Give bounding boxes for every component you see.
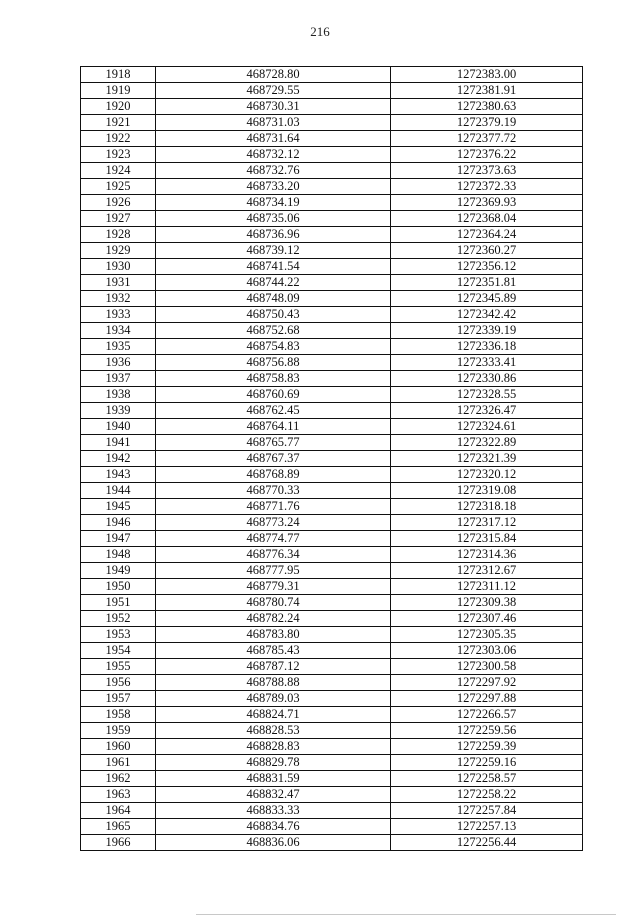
y-coordinate-cell: 1272309.38 bbox=[391, 595, 583, 611]
table-row bbox=[81, 467, 583, 483]
y-coordinate-cell: 1272314.36 bbox=[391, 547, 583, 563]
point-number-cell: 1932 bbox=[81, 291, 156, 307]
y-coordinate-cell: 1272381.91 bbox=[391, 83, 583, 99]
point-number-cell: 1939 bbox=[81, 403, 156, 419]
point-number-cell: 1925 bbox=[81, 179, 156, 195]
table-row bbox=[81, 755, 583, 771]
table-row bbox=[81, 307, 583, 323]
table-row bbox=[81, 355, 583, 371]
x-coordinate-cell: 468788.88 bbox=[156, 675, 391, 691]
x-coordinate-cell: 468831.59 bbox=[156, 771, 391, 787]
x-coordinate-cell: 468748.09 bbox=[156, 291, 391, 307]
table-row bbox=[81, 195, 583, 211]
point-number-cell: 1934 bbox=[81, 323, 156, 339]
y-coordinate-cell: 1272330.86 bbox=[391, 371, 583, 387]
y-coordinate-cell: 1272318.18 bbox=[391, 499, 583, 515]
point-number-cell: 1930 bbox=[81, 259, 156, 275]
point-number-cell: 1946 bbox=[81, 515, 156, 531]
page-number: 216 bbox=[310, 24, 330, 39]
table-row bbox=[81, 643, 583, 659]
table-row bbox=[81, 451, 583, 467]
table-row bbox=[81, 115, 583, 131]
table-row bbox=[81, 131, 583, 147]
table-row bbox=[81, 659, 583, 675]
table-row bbox=[81, 99, 583, 115]
table-row bbox=[81, 579, 583, 595]
y-coordinate-cell: 1272317.12 bbox=[391, 515, 583, 531]
y-coordinate-cell: 1272356.12 bbox=[391, 259, 583, 275]
table-row bbox=[81, 163, 583, 179]
x-coordinate-cell: 468735.06 bbox=[156, 211, 391, 227]
x-coordinate-cell: 468739.12 bbox=[156, 243, 391, 259]
table-row bbox=[81, 419, 583, 435]
point-number-cell: 1956 bbox=[81, 675, 156, 691]
point-number-cell: 1928 bbox=[81, 227, 156, 243]
point-number-cell: 1941 bbox=[81, 435, 156, 451]
point-number-cell: 1958 bbox=[81, 707, 156, 723]
y-coordinate-cell: 1272300.58 bbox=[391, 659, 583, 675]
y-coordinate-cell: 1272259.39 bbox=[391, 739, 583, 755]
x-coordinate-cell: 468729.55 bbox=[156, 83, 391, 99]
coordinates-table bbox=[80, 66, 583, 851]
point-number-cell: 1929 bbox=[81, 243, 156, 259]
x-coordinate-cell: 468741.54 bbox=[156, 259, 391, 275]
y-coordinate-cell: 1272312.67 bbox=[391, 563, 583, 579]
y-coordinate-cell: 1272311.12 bbox=[391, 579, 583, 595]
table-row bbox=[81, 227, 583, 243]
x-coordinate-cell: 468836.06 bbox=[156, 835, 391, 851]
y-coordinate-cell: 1272326.47 bbox=[391, 403, 583, 419]
point-number-cell: 1959 bbox=[81, 723, 156, 739]
y-coordinate-cell: 1272333.41 bbox=[391, 355, 583, 371]
table-row bbox=[81, 483, 583, 499]
point-number-cell: 1961 bbox=[81, 755, 156, 771]
x-coordinate-cell: 468731.64 bbox=[156, 131, 391, 147]
y-coordinate-cell: 1272345.89 bbox=[391, 291, 583, 307]
y-coordinate-cell: 1272266.57 bbox=[391, 707, 583, 723]
y-coordinate-cell: 1272383.00 bbox=[391, 67, 583, 83]
point-number-cell: 1954 bbox=[81, 643, 156, 659]
table-row bbox=[81, 595, 583, 611]
point-number-cell: 1964 bbox=[81, 803, 156, 819]
table-row bbox=[81, 339, 583, 355]
y-coordinate-cell: 1272368.04 bbox=[391, 211, 583, 227]
table-row bbox=[81, 547, 583, 563]
x-coordinate-cell: 468789.03 bbox=[156, 691, 391, 707]
table-row bbox=[81, 563, 583, 579]
table-row bbox=[81, 515, 583, 531]
x-coordinate-cell: 468785.43 bbox=[156, 643, 391, 659]
table-row bbox=[81, 499, 583, 515]
x-coordinate-cell: 468728.80 bbox=[156, 67, 391, 83]
point-number-cell: 1947 bbox=[81, 531, 156, 547]
point-number-cell: 1951 bbox=[81, 595, 156, 611]
point-number-cell: 1963 bbox=[81, 787, 156, 803]
coordinates-table-body bbox=[81, 67, 583, 851]
table-row bbox=[81, 739, 583, 755]
y-coordinate-cell: 1272315.84 bbox=[391, 531, 583, 547]
table-row bbox=[81, 771, 583, 787]
y-coordinate-cell: 1272258.57 bbox=[391, 771, 583, 787]
table-row bbox=[81, 83, 583, 99]
point-number-cell: 1936 bbox=[81, 355, 156, 371]
y-coordinate-cell: 1272342.42 bbox=[391, 307, 583, 323]
table-row bbox=[81, 435, 583, 451]
table-row bbox=[81, 211, 583, 227]
point-number-cell: 1927 bbox=[81, 211, 156, 227]
point-number-cell: 1962 bbox=[81, 771, 156, 787]
table-row bbox=[81, 259, 583, 275]
x-coordinate-cell: 468777.95 bbox=[156, 563, 391, 579]
x-coordinate-cell: 468754.83 bbox=[156, 339, 391, 355]
y-coordinate-cell: 1272380.63 bbox=[391, 99, 583, 115]
y-coordinate-cell: 1272319.08 bbox=[391, 483, 583, 499]
y-coordinate-cell: 1272360.27 bbox=[391, 243, 583, 259]
y-coordinate-cell: 1272257.84 bbox=[391, 803, 583, 819]
table-row bbox=[81, 387, 583, 403]
point-number-cell: 1924 bbox=[81, 163, 156, 179]
table-row bbox=[81, 291, 583, 307]
y-coordinate-cell: 1272259.56 bbox=[391, 723, 583, 739]
point-number-cell: 1935 bbox=[81, 339, 156, 355]
x-coordinate-cell: 468731.03 bbox=[156, 115, 391, 131]
x-coordinate-cell: 468834.76 bbox=[156, 819, 391, 835]
y-coordinate-cell: 1272369.93 bbox=[391, 195, 583, 211]
point-number-cell: 1938 bbox=[81, 387, 156, 403]
x-coordinate-cell: 468760.69 bbox=[156, 387, 391, 403]
table-row bbox=[81, 531, 583, 547]
point-number-cell: 1953 bbox=[81, 627, 156, 643]
point-number-cell: 1923 bbox=[81, 147, 156, 163]
point-number-cell: 1966 bbox=[81, 835, 156, 851]
y-coordinate-cell: 1272321.39 bbox=[391, 451, 583, 467]
y-coordinate-cell: 1272303.06 bbox=[391, 643, 583, 659]
x-coordinate-cell: 468770.33 bbox=[156, 483, 391, 499]
x-coordinate-cell: 468758.83 bbox=[156, 371, 391, 387]
y-coordinate-cell: 1272336.18 bbox=[391, 339, 583, 355]
y-coordinate-cell: 1272328.55 bbox=[391, 387, 583, 403]
x-coordinate-cell: 468756.88 bbox=[156, 355, 391, 371]
y-coordinate-cell: 1272297.92 bbox=[391, 675, 583, 691]
x-coordinate-cell: 468732.12 bbox=[156, 147, 391, 163]
x-coordinate-cell: 468736.96 bbox=[156, 227, 391, 243]
point-number-cell: 1922 bbox=[81, 131, 156, 147]
x-coordinate-cell: 468732.76 bbox=[156, 163, 391, 179]
table-row bbox=[81, 819, 583, 835]
x-coordinate-cell: 468765.77 bbox=[156, 435, 391, 451]
point-number-cell: 1921 bbox=[81, 115, 156, 131]
point-number-cell: 1931 bbox=[81, 275, 156, 291]
y-coordinate-cell: 1272339.19 bbox=[391, 323, 583, 339]
table-row bbox=[81, 323, 583, 339]
y-coordinate-cell: 1272372.33 bbox=[391, 179, 583, 195]
table-row bbox=[81, 835, 583, 851]
table-row bbox=[81, 691, 583, 707]
y-coordinate-cell: 1272320.12 bbox=[391, 467, 583, 483]
x-coordinate-cell: 468771.76 bbox=[156, 499, 391, 515]
x-coordinate-cell: 468762.45 bbox=[156, 403, 391, 419]
x-coordinate-cell: 468824.71 bbox=[156, 707, 391, 723]
x-coordinate-cell: 468779.31 bbox=[156, 579, 391, 595]
table-row bbox=[81, 803, 583, 819]
x-coordinate-cell: 468783.80 bbox=[156, 627, 391, 643]
y-coordinate-cell: 1272256.44 bbox=[391, 835, 583, 851]
x-coordinate-cell: 468768.89 bbox=[156, 467, 391, 483]
table-row bbox=[81, 611, 583, 627]
x-coordinate-cell: 468774.77 bbox=[156, 531, 391, 547]
point-number-cell: 1942 bbox=[81, 451, 156, 467]
table-row bbox=[81, 707, 583, 723]
y-coordinate-cell: 1272305.35 bbox=[391, 627, 583, 643]
y-coordinate-cell: 1272377.72 bbox=[391, 131, 583, 147]
table-row bbox=[81, 147, 583, 163]
x-coordinate-cell: 468782.24 bbox=[156, 611, 391, 627]
y-coordinate-cell: 1272373.63 bbox=[391, 163, 583, 179]
point-number-cell: 1960 bbox=[81, 739, 156, 755]
point-number-cell: 1933 bbox=[81, 307, 156, 323]
point-number-cell: 1940 bbox=[81, 419, 156, 435]
point-number-cell: 1950 bbox=[81, 579, 156, 595]
point-number-cell: 1937 bbox=[81, 371, 156, 387]
x-coordinate-cell: 468764.11 bbox=[156, 419, 391, 435]
x-coordinate-cell: 468734.19 bbox=[156, 195, 391, 211]
x-coordinate-cell: 468730.31 bbox=[156, 99, 391, 115]
x-coordinate-cell: 468833.33 bbox=[156, 803, 391, 819]
point-number-cell: 1918 bbox=[81, 67, 156, 83]
x-coordinate-cell: 468832.47 bbox=[156, 787, 391, 803]
y-coordinate-cell: 1272379.19 bbox=[391, 115, 583, 131]
point-number-cell: 1955 bbox=[81, 659, 156, 675]
point-number-cell: 1949 bbox=[81, 563, 156, 579]
x-coordinate-cell: 468752.68 bbox=[156, 323, 391, 339]
y-coordinate-cell: 1272258.22 bbox=[391, 787, 583, 803]
y-coordinate-cell: 1272307.46 bbox=[391, 611, 583, 627]
table-row bbox=[81, 627, 583, 643]
table-row bbox=[81, 243, 583, 259]
point-number-cell: 1957 bbox=[81, 691, 156, 707]
point-number-cell: 1943 bbox=[81, 467, 156, 483]
y-coordinate-cell: 1272322.89 bbox=[391, 435, 583, 451]
point-number-cell: 1920 bbox=[81, 99, 156, 115]
y-coordinate-cell: 1272351.81 bbox=[391, 275, 583, 291]
y-coordinate-cell: 1272257.13 bbox=[391, 819, 583, 835]
table-row bbox=[81, 371, 583, 387]
point-number-cell: 1965 bbox=[81, 819, 156, 835]
point-number-cell: 1944 bbox=[81, 483, 156, 499]
x-coordinate-cell: 468828.53 bbox=[156, 723, 391, 739]
bottom-scan-line bbox=[196, 914, 616, 915]
x-coordinate-cell: 468829.78 bbox=[156, 755, 391, 771]
x-coordinate-cell: 468773.24 bbox=[156, 515, 391, 531]
point-number-cell: 1945 bbox=[81, 499, 156, 515]
y-coordinate-cell: 1272297.88 bbox=[391, 691, 583, 707]
x-coordinate-cell: 468744.22 bbox=[156, 275, 391, 291]
x-coordinate-cell: 468733.20 bbox=[156, 179, 391, 195]
table-row bbox=[81, 723, 583, 739]
y-coordinate-cell: 1272259.16 bbox=[391, 755, 583, 771]
table-row bbox=[81, 275, 583, 291]
y-coordinate-cell: 1272324.61 bbox=[391, 419, 583, 435]
x-coordinate-cell: 468780.74 bbox=[156, 595, 391, 611]
table-row bbox=[81, 179, 583, 195]
x-coordinate-cell: 468776.34 bbox=[156, 547, 391, 563]
y-coordinate-cell: 1272376.22 bbox=[391, 147, 583, 163]
table-row bbox=[81, 67, 583, 83]
table-row bbox=[81, 403, 583, 419]
x-coordinate-cell: 468828.83 bbox=[156, 739, 391, 755]
table-row bbox=[81, 787, 583, 803]
x-coordinate-cell: 468750.43 bbox=[156, 307, 391, 323]
point-number-cell: 1952 bbox=[81, 611, 156, 627]
table-row bbox=[81, 675, 583, 691]
point-number-cell: 1926 bbox=[81, 195, 156, 211]
x-coordinate-cell: 468767.37 bbox=[156, 451, 391, 467]
y-coordinate-cell: 1272364.24 bbox=[391, 227, 583, 243]
point-number-cell: 1948 bbox=[81, 547, 156, 563]
point-number-cell: 1919 bbox=[81, 83, 156, 99]
x-coordinate-cell: 468787.12 bbox=[156, 659, 391, 675]
